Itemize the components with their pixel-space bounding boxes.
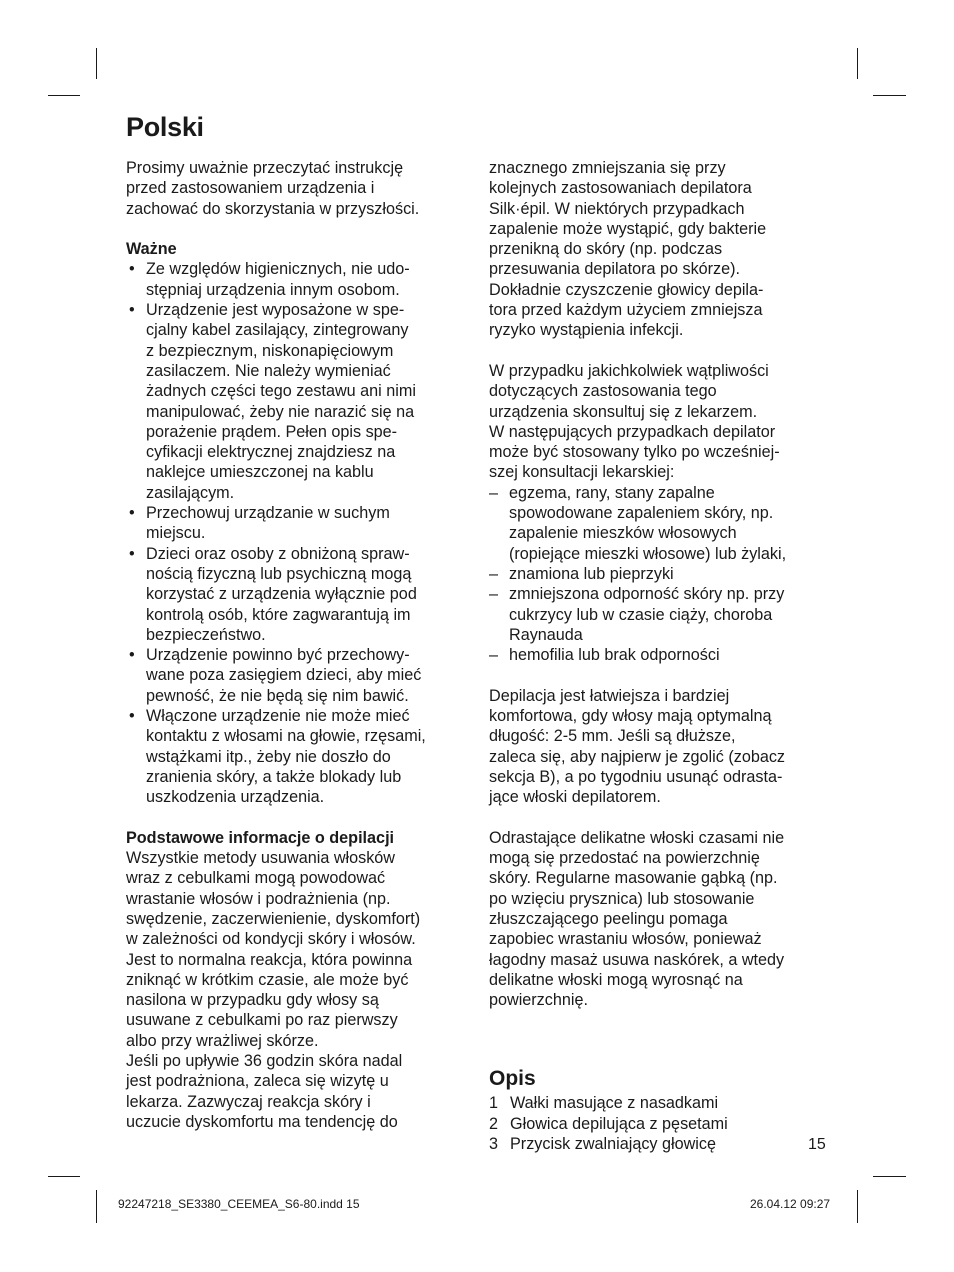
- list-item: [489, 564, 834, 584]
- text-line: zniknąć w krótkim czasie, ale może być: [126, 970, 409, 989]
- list-item: [489, 1134, 834, 1154]
- text-line: spowodowane zapaleniem skóry, np.: [509, 504, 774, 523]
- text-line: – egzema, rany, stany zapalne: [509, 483, 715, 502]
- item-number: 3: [489, 1135, 499, 1154]
- text-line: • Urządzenie jest wyposażone w spe-: [146, 301, 405, 320]
- list-item: [489, 1114, 834, 1134]
- list-item: [126, 706, 471, 807]
- list-item: [126, 503, 471, 544]
- text-line: zapalenie może wystąpić, gdy bakterie: [489, 219, 767, 238]
- text-line: Raynauda: [509, 625, 583, 644]
- text-line: uczucie dyskomfortu ma tendencję do: [126, 1112, 398, 1131]
- text-line: złuszczającego peelingu pomaga: [489, 909, 728, 928]
- text-line: żadnych części tego zestawu ani nimi: [146, 382, 416, 401]
- list-item: [126, 300, 471, 503]
- text-line: powierzchnię.: [489, 991, 588, 1010]
- list-item: [489, 1093, 834, 1113]
- item-number: 2: [489, 1114, 499, 1133]
- important-heading: Ważne: [126, 240, 177, 259]
- text-line: lekarza. Zazwyczaj reakcja skóry i: [126, 1092, 371, 1111]
- text-line: porażenie prądem. Pełen opis spe-: [146, 422, 398, 441]
- item-text: Głowica depilująca z pęsetami: [510, 1114, 728, 1133]
- text-line: swędzenie, zaczerwienienie, dyskomfort): [126, 909, 421, 928]
- text-line: kolejnych zastosowaniach depilatora: [489, 179, 752, 198]
- text-line: Jeśli po upływie 36 godzin skóra nadal: [126, 1052, 403, 1071]
- text-line: Dokładnie czyszczenie głowicy depila-: [489, 280, 764, 299]
- text-line: • Urządzenie powinno być przechowy-: [146, 646, 410, 665]
- text-line: łagodny masaż usuwa naskórek, a wtedy: [489, 950, 785, 969]
- text-line: znacznego zmniejszania się przy: [489, 159, 726, 177]
- crop-mark: [96, 1190, 97, 1223]
- easier-paragraph: [489, 686, 834, 808]
- left-column: [126, 158, 471, 1132]
- text-line: jące włoski depilatorem.: [489, 788, 661, 807]
- page-number: 15: [808, 1136, 826, 1153]
- list-item: [126, 544, 471, 645]
- text-line: Prosimy uważnie przeczytać instrukcję: [126, 159, 404, 177]
- text-line: wstążkami itp., żeby nie doszło do: [146, 747, 391, 766]
- text-line: zasilającym.: [146, 483, 235, 502]
- text-line: urządzenia skonsultuj się z lekarzem.: [489, 402, 758, 421]
- crop-mark: [96, 48, 97, 79]
- footer-file: 92247218_SE3380_CEEMEA_S6-80.indd 15: [118, 1197, 360, 1211]
- text-line: tora przed każdym użyciem zmniejsza: [489, 301, 763, 320]
- text-line: komfortowa, gdy włosy mają optymalną: [489, 707, 772, 726]
- text-line: manipulować, żeby nie narazić się na: [146, 402, 415, 421]
- list-item: [489, 483, 834, 564]
- text-line: przed zastosowaniem urządzenia i: [126, 179, 375, 198]
- text-line: dotyczących zastosowania tego: [489, 382, 717, 401]
- text-line: zranienia skóry, a także blokady lub: [146, 767, 402, 786]
- text-line: kontaktu z włosami na głowie, rzęsami,: [146, 727, 426, 746]
- footer-date: 26.04.12 09:27: [750, 1197, 831, 1211]
- item-number: 1: [489, 1094, 499, 1113]
- text-line: jest podrażniona, zaleca się wizytę u: [126, 1072, 389, 1091]
- text-line: • Włączone urządzenie nie może mieć: [146, 707, 410, 726]
- text-line: delikatne włoski mogą wyrosnąć na: [489, 970, 743, 989]
- crop-mark: [857, 48, 858, 79]
- text-line: szej konsultacji lekarskiej:: [489, 463, 675, 482]
- text-line: sekcja B), a po tygodniu usunąć odrasta-: [489, 767, 783, 786]
- crop-mark: [873, 95, 906, 96]
- text-line: • Ze względów higienicznych, nie udo-: [146, 260, 410, 279]
- text-line: albo przy wrażliwej skórze.: [126, 1031, 319, 1050]
- text-line: wraz z cebulkami mogą powodować: [126, 869, 386, 888]
- text-line: zasilaczem. Nie należy wymieniać: [146, 361, 391, 380]
- text-line: skóry. Regularne masowanie gąbką (np.: [489, 869, 778, 888]
- text-line: zapobiec wrastaniu włosów, ponieważ: [489, 930, 762, 949]
- text-line: bezpieczeństwo.: [146, 625, 266, 644]
- text-line: w zależności od kondycji skóry i włosów.: [126, 930, 416, 949]
- text-line: uszkodzenia urządzenia.: [146, 788, 325, 807]
- continued-paragraph: [489, 158, 834, 341]
- text-line: cyfikacji elektrycznej znajdziesz na: [146, 443, 396, 462]
- list-item: [126, 259, 471, 300]
- text-line: naklejce umieszczonej na kablu: [146, 463, 374, 482]
- item-text: Przycisk zwalniający głowicę: [510, 1135, 717, 1154]
- text-line: miejscu.: [146, 524, 206, 543]
- text-line: mogą się przedostać na powierzchnię: [489, 849, 760, 868]
- crop-mark: [48, 95, 80, 96]
- text-line: nością fizyczną lub psychiczną mogą: [146, 564, 412, 583]
- text-line: Depilacja jest łatwiejsza i bardziej: [489, 686, 730, 705]
- text-line: długość: 2-5 mm. Jeśli są dłuższe,: [489, 727, 736, 746]
- contraindications-list: [489, 483, 834, 666]
- item-text: Wałki masujące z nasadkami: [510, 1094, 719, 1113]
- crop-mark: [857, 1190, 858, 1223]
- text-line: kontrolą osób, które zagwarantują im: [146, 605, 411, 624]
- text-line: – zmniejszona odporność skóry np. przy: [509, 585, 785, 604]
- crop-mark: [48, 1176, 80, 1177]
- intro-paragraph: [126, 158, 471, 219]
- page-title: Polski: [126, 112, 204, 142]
- text-line: zapalenie mieszków włosowych: [509, 524, 737, 543]
- crop-mark: [873, 1176, 906, 1177]
- opis-list: [489, 1093, 834, 1154]
- text-line: przenikną do skóry (np. podczas: [489, 240, 723, 259]
- text-line: usuwane z cebulkami po raz pierwszy: [126, 1011, 398, 1030]
- text-line: cukrzycy lub w czasie ciąży, choroba: [509, 605, 773, 624]
- text-line: cjalny kabel zasilający, zintegrowany: [146, 321, 409, 340]
- text-line: z bezpiecznym, niskonapięciowym: [146, 341, 394, 360]
- right-column: [489, 158, 834, 1154]
- list-item: [489, 584, 834, 645]
- doubts-paragraph: [489, 361, 834, 483]
- text-line: W następujących przypadkach depilator: [489, 422, 776, 441]
- text-line: • Przechowuj urządzanie w suchym: [146, 504, 390, 523]
- important-list: [126, 259, 471, 807]
- text-line: korzystać z urządzenia wyłącznie pod: [146, 585, 417, 604]
- text-line: Odrastające delikatne włoski czasami nie: [489, 828, 785, 847]
- text-line: – hemofilia lub brak odporności: [509, 646, 720, 665]
- text-line: Wszystkie metody usuwania włosków: [126, 849, 395, 868]
- text-line: • Dzieci oraz osoby z obniżoną spraw-: [146, 544, 410, 563]
- text-line: po wzięciu prysznica) lub stosowanie: [489, 889, 755, 908]
- list-item: [126, 645, 471, 706]
- list-item: [489, 645, 834, 665]
- ingrown-paragraph: [489, 828, 834, 1011]
- text-line: zachować do skorzystania w przyszłości.: [126, 199, 420, 218]
- text-line: W przypadku jakichkolwiek wątpliwości: [489, 361, 769, 380]
- text-line: Silk·épil. W niektórych przypadkach: [489, 199, 745, 218]
- opis-heading: Opis: [489, 1067, 536, 1091]
- text-line: może być stosowany tylko po wcześniej-: [489, 443, 780, 462]
- text-line: zaleca się, aby najpierw je zgolić (zobacz: [489, 747, 786, 766]
- text-line: przesuwania depilatora po skórze).: [489, 260, 741, 279]
- text-line: wrastanie włosów i podrażnienia (np.: [126, 889, 391, 908]
- basics-heading: Podstawowe informacje o depilacji: [126, 828, 395, 847]
- text-line: nasilona w przypadku gdy włosy są: [126, 991, 379, 1010]
- text-line: Jest to normalna reakcja, która powinna: [126, 950, 413, 969]
- basics-paragraph: [126, 848, 471, 1132]
- text-line: – znamiona lub pieprzyki: [509, 564, 674, 583]
- text-line: ryzyko wystąpienia infekcji.: [489, 321, 684, 340]
- text-line: wane poza zasięgiem dzieci, aby mieć: [146, 666, 422, 685]
- text-line: stępniaj urządzenia innym osobom.: [146, 280, 400, 299]
- text-line: pewność, że nie będą się nim bawić.: [146, 686, 409, 705]
- text-line: (ropiejące mieszki włosowe) lub żylaki,: [509, 544, 787, 563]
